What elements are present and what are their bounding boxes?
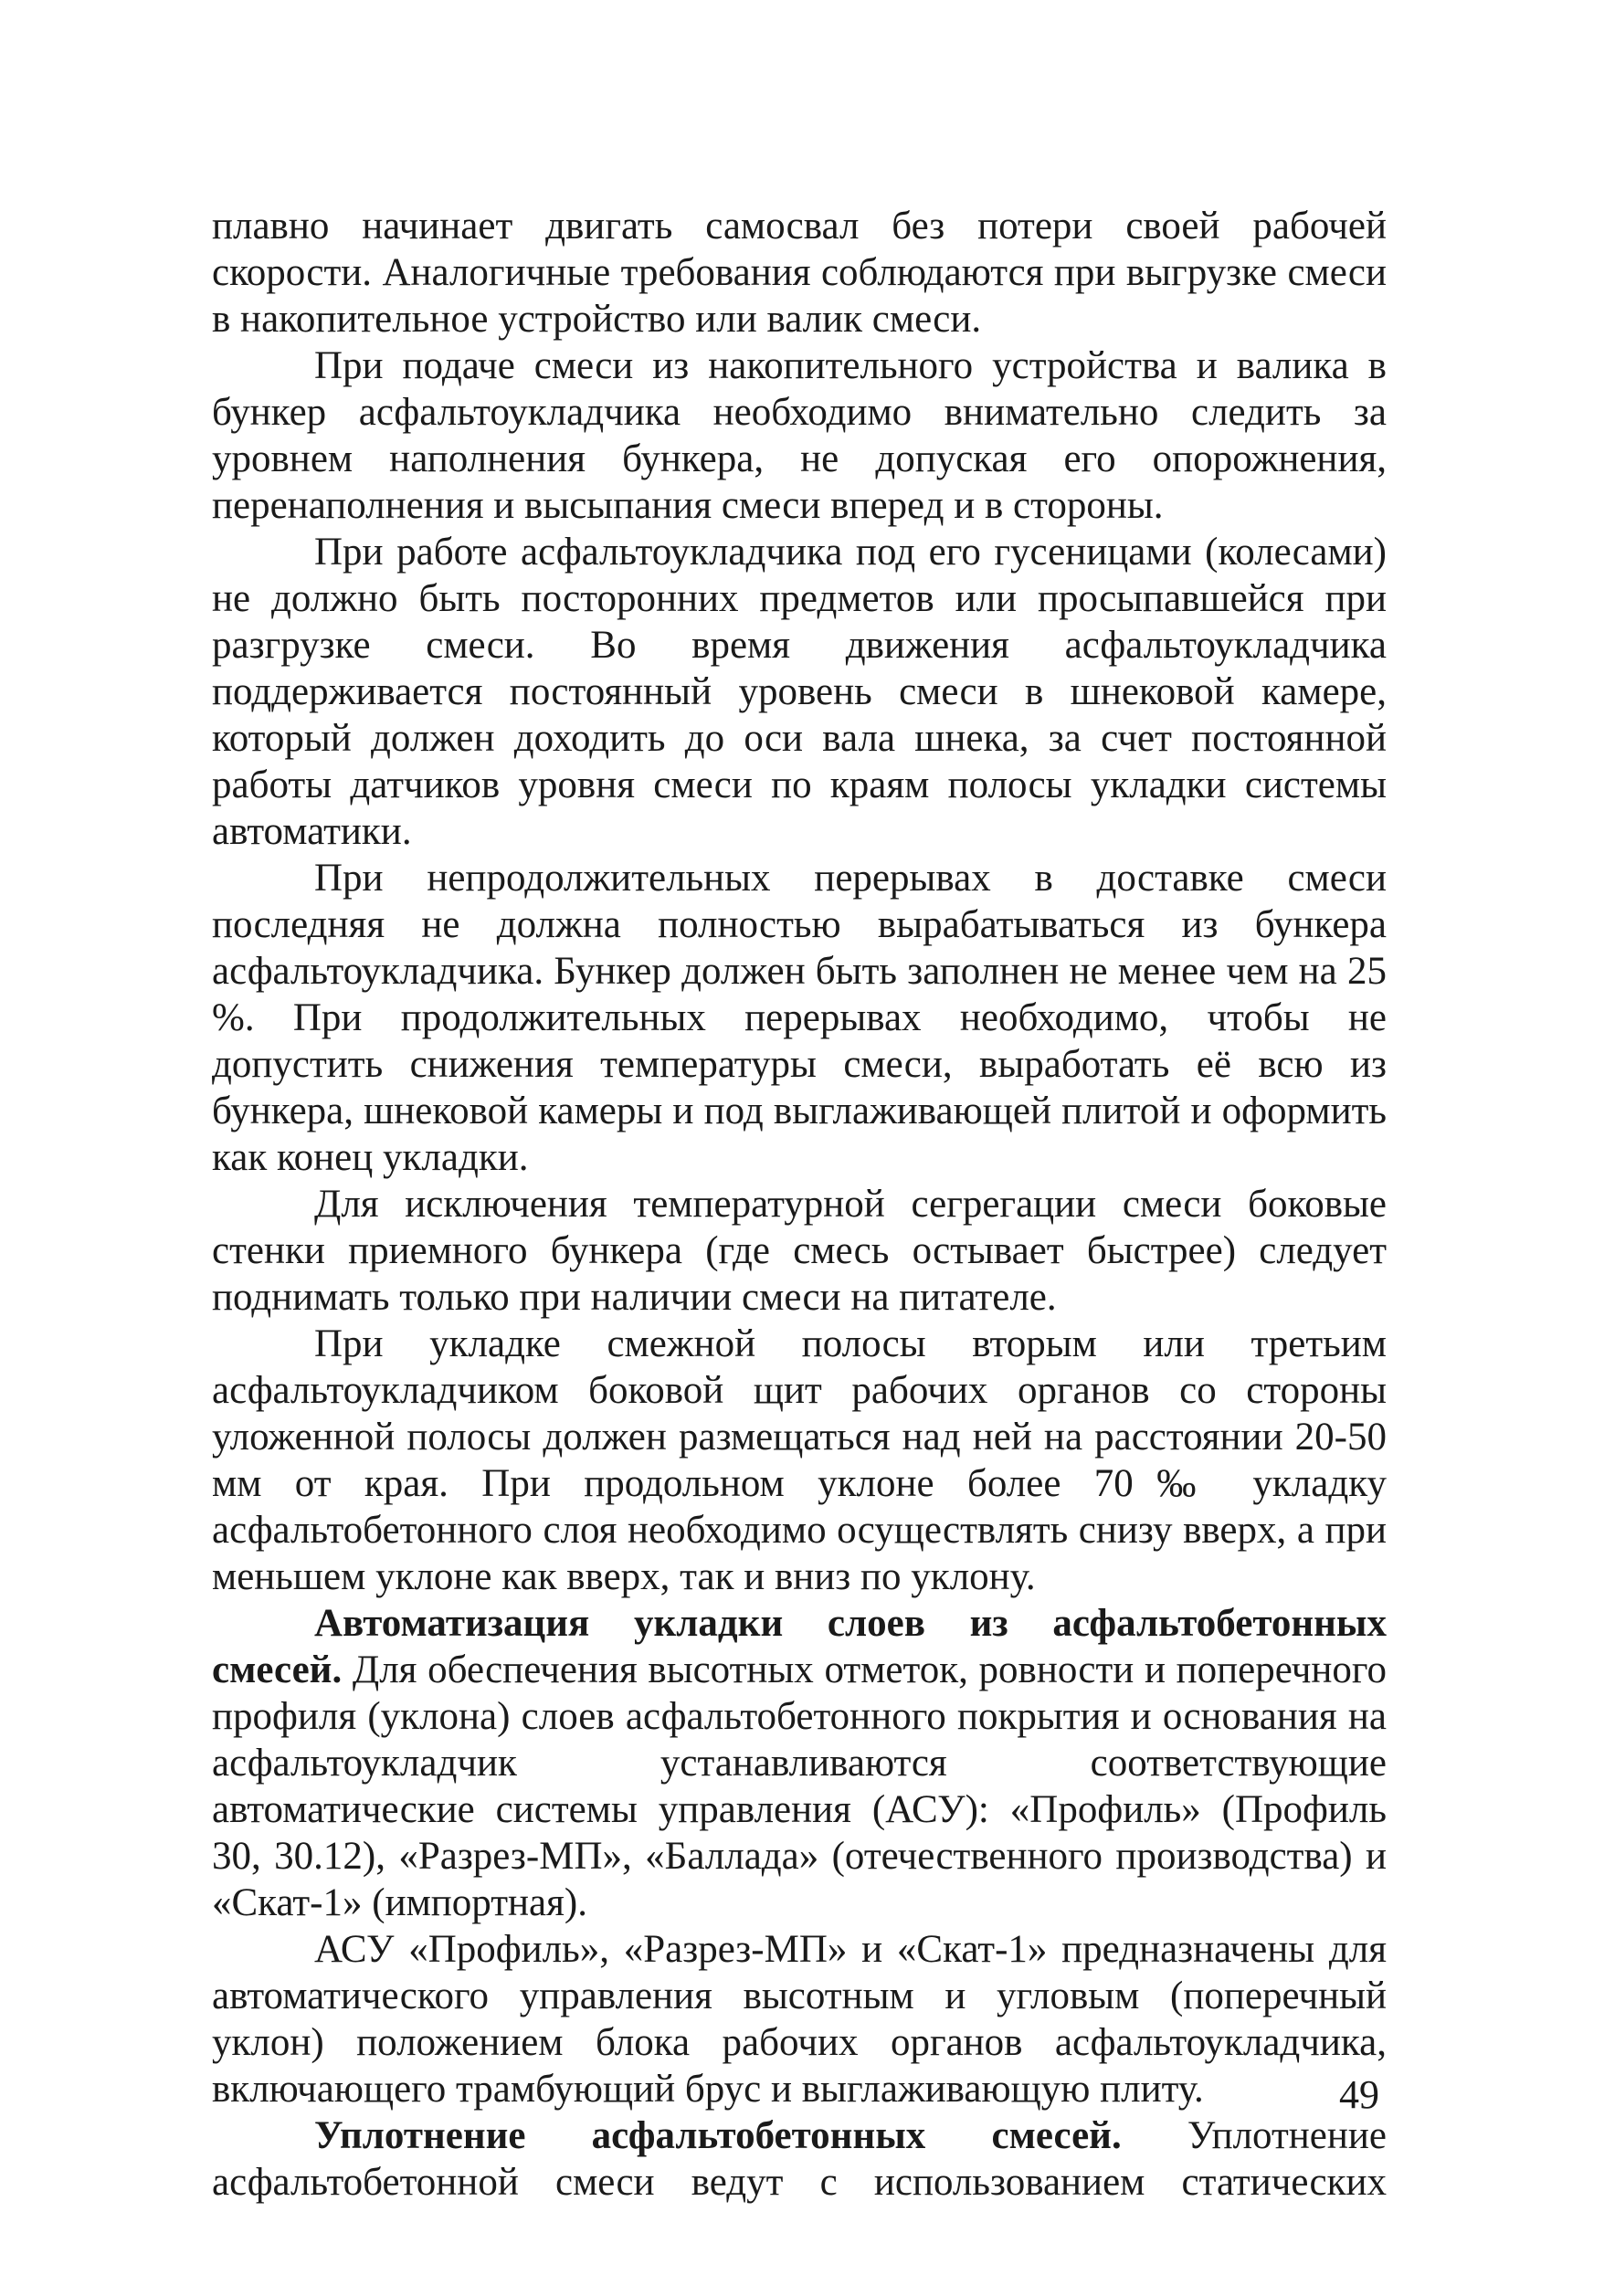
section-heading-compaction: Уплотнение асфальтобетонных смесей. xyxy=(314,2114,1122,2157)
paragraph-8: АСУ «Профиль», «Разрез-МП» и «Скат-1» предназначены для автоматического управления высотным и угловым (поперечный уклон) положением блока рабочих органов асфальтоукладчика, включающего трамбующий брус и выглаживающую плиту. xyxy=(212,1928,1387,2111)
paragraph-5: Для исключения температурной сегрегации смеси боковые стенки приемного бункера (где смесь остывает быстрее) следует поднимать только при наличии смеси на питателе. xyxy=(212,1183,1387,1319)
paragraph-2: При подаче смеси из накопительного устройства и валика в бункер асфальтоукладчика необходимо внимательно следить за уровнем наполнения бункера, не допуская его опорожнения, перенаполнения и высыпания смеси вперед и в стороны. xyxy=(212,344,1387,527)
section-heading-automation: Автоматизация укладки слоев из асфальтобетонных смесей. xyxy=(212,1602,1387,1691)
paragraph-9-compaction xyxy=(212,2112,1387,2206)
paragraph-1: плавно начинает двигать самосвал без потери своей рабочей скорости. Аналогичные требования соблюдаются при выгрузке смеси в накопительное устройство или валик смеси. xyxy=(212,205,1387,341)
paragraph-4: При непродолжительных перерывах в доставке смеси последняя не должна полностью вырабатываться из бункера асфальтоукладчика. Бункер должен быть заполнен не менее чем на 25 %. При продолжительных перерывах необходимо, чтобы не допустить снижения температуры смеси, выработать её всю из бункера, шнековой камеры и под выглаживающей плитой и оформить как конец укладки. xyxy=(212,857,1387,1179)
paragraph-6: При укладке смежной полосы вторым или третьим асфальтоукладчиком боковой щит рабочих органов со стороны уложенной полосы должен размещаться над ней на расстоянии 20-50 мм от края. При продольном уклоне более 70‰ укладку асфальтобетонного слоя необходимо осуществлять снизу вверх, а при меньшем уклоне как вверх, так и вниз по уклону. xyxy=(212,1322,1387,1598)
paragraph-7-automation xyxy=(212,1600,1387,1926)
paragraph-9-text: Уплотнение асфальтобетонной смеси ведут с использованием статических xyxy=(212,2114,1387,2204)
page-body xyxy=(212,203,1387,2206)
paragraph-7-text: Для обеспечения высотных отметок, ровности и поперечного профиля (уклона) слоев асфальтобетонного покрытия и основания на асфальтоукладчик устанавливаются соответствующие автоматические системы управления (АСУ): «Профиль» (Профиль 30, 30.12), «Разрез-МП», «Баллада» (отечественного производства) и «Скат-1» (импортная). xyxy=(212,1648,1387,1924)
page-number: 49 xyxy=(1339,2072,1379,2117)
paragraph-3: При работе асфальтоукладчика под его гусеницами (колесами) не должно быть посторонних предметов или просыпавшейся при разгрузке смеси. Во время движения асфальтоукладчика поддерживается постоянный уровень смеси в шнековой камере, который должен доходить до оси вала шнека, за счет постоянной работы датчиков уровня смеси по краям полосы укладки системы автоматики. xyxy=(212,531,1387,853)
